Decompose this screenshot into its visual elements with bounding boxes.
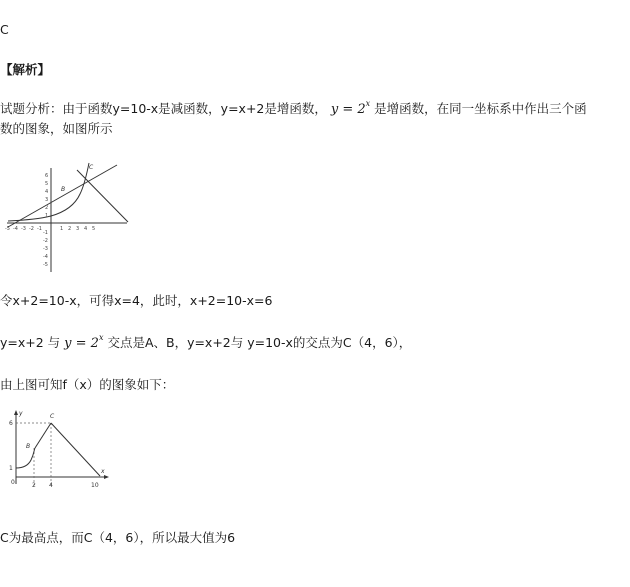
graph2-y-tick-6: 6 (9, 420, 13, 427)
analysis-paragraph-line2: 数的图象，如图所示 (0, 121, 113, 136)
conclusion-text: C为最高点，而C（4，6），所以最大值为6 (0, 530, 236, 545)
graph1-y-tick: -3 (43, 246, 48, 252)
graph1-x-tick: 1 (60, 226, 64, 232)
graph2-y-tick-1: 1 (9, 465, 13, 472)
graph2-x-tick-2: 2 (32, 482, 36, 489)
graph1-y-tick: -1 (43, 230, 48, 236)
graph2-line-rising (35, 423, 51, 448)
step-intersection-points (0, 333, 411, 351)
analysis-text-part2: 是增函数，在同一坐标系中作出三个函 (374, 101, 587, 116)
analysis-paragraph-line1 (0, 99, 587, 117)
graph1-x-tick: 5 (92, 226, 96, 232)
graph2-origin-label: 0 (11, 479, 15, 486)
graph1-y-tick: 5 (45, 181, 49, 187)
exponential-formula: $y = 2^x$ (330, 99, 371, 117)
graph2-x-tick-4: 4 (49, 482, 53, 489)
analysis-heading: 【解析】 (0, 62, 51, 77)
graph1-line-y-10-minus-x (77, 170, 128, 222)
analysis-text-part1: 试题分析：由于函数y=10-x是减函数，y=x+2是增函数， (0, 101, 327, 116)
graph1-y-tick: 6 (45, 173, 49, 179)
graph1-curve-exponential (8, 163, 89, 221)
graph1-x-tick: -1 (37, 226, 42, 232)
step2-text-part2: 交点是A、B，y=x+2与 y=10-x的交点为C（4，6）， (107, 335, 412, 350)
graph1-y-tick: 3 (45, 197, 49, 203)
graph2-y-axis-label: y (19, 410, 23, 417)
graph1-y-tick: 1 (45, 213, 49, 219)
graph2-curve-exponential (16, 448, 35, 468)
graph2-x-arrow (104, 475, 109, 479)
graph2-line-falling (51, 423, 100, 476)
graph2-x-axis-label: x (101, 468, 105, 475)
fx-graph (5, 408, 115, 493)
graph1-x-tick: -5 (5, 226, 10, 232)
graph1-x-tick: 2 (68, 226, 72, 232)
graph1-y-tick: -5 (43, 262, 48, 268)
graph2-x-tick-10: 10 (91, 482, 99, 489)
graph1-y-tick: -4 (43, 254, 48, 260)
graph1-y-tick: 2 (45, 205, 49, 211)
graph2-point-b-label: B (26, 443, 31, 450)
graph1-x-tick: 3 (76, 226, 80, 232)
step2-text-part1: y=x+2 与 (0, 335, 61, 350)
step-solve-intersection: 令x+2=10-x，可得x=4，此时，x+2=10-x=6 (0, 293, 273, 308)
graph1-x-tick: 4 (84, 226, 88, 232)
graph1-point-b-label: B (61, 186, 66, 193)
graph1-line-y-x-plus-2 (8, 165, 117, 227)
graph2-point-c-label: C (50, 413, 55, 420)
exponential-formula: $y = 2^x$ (64, 333, 104, 351)
graph1-point-c-label: C (89, 164, 94, 171)
graph2-y-arrow (14, 410, 18, 415)
answer-letter: C (0, 22, 9, 37)
step-graph-intro: 由上图可知f（x）的图象如下： (0, 377, 175, 392)
graph1-x-tick: -3 (21, 226, 26, 232)
graph1-y-tick: 4 (45, 189, 49, 195)
graph1-x-tick: -2 (29, 226, 34, 232)
three-functions-graph (5, 160, 135, 280)
graph1-x-tick: -4 (13, 226, 18, 232)
graph1-y-tick: -2 (43, 238, 48, 244)
